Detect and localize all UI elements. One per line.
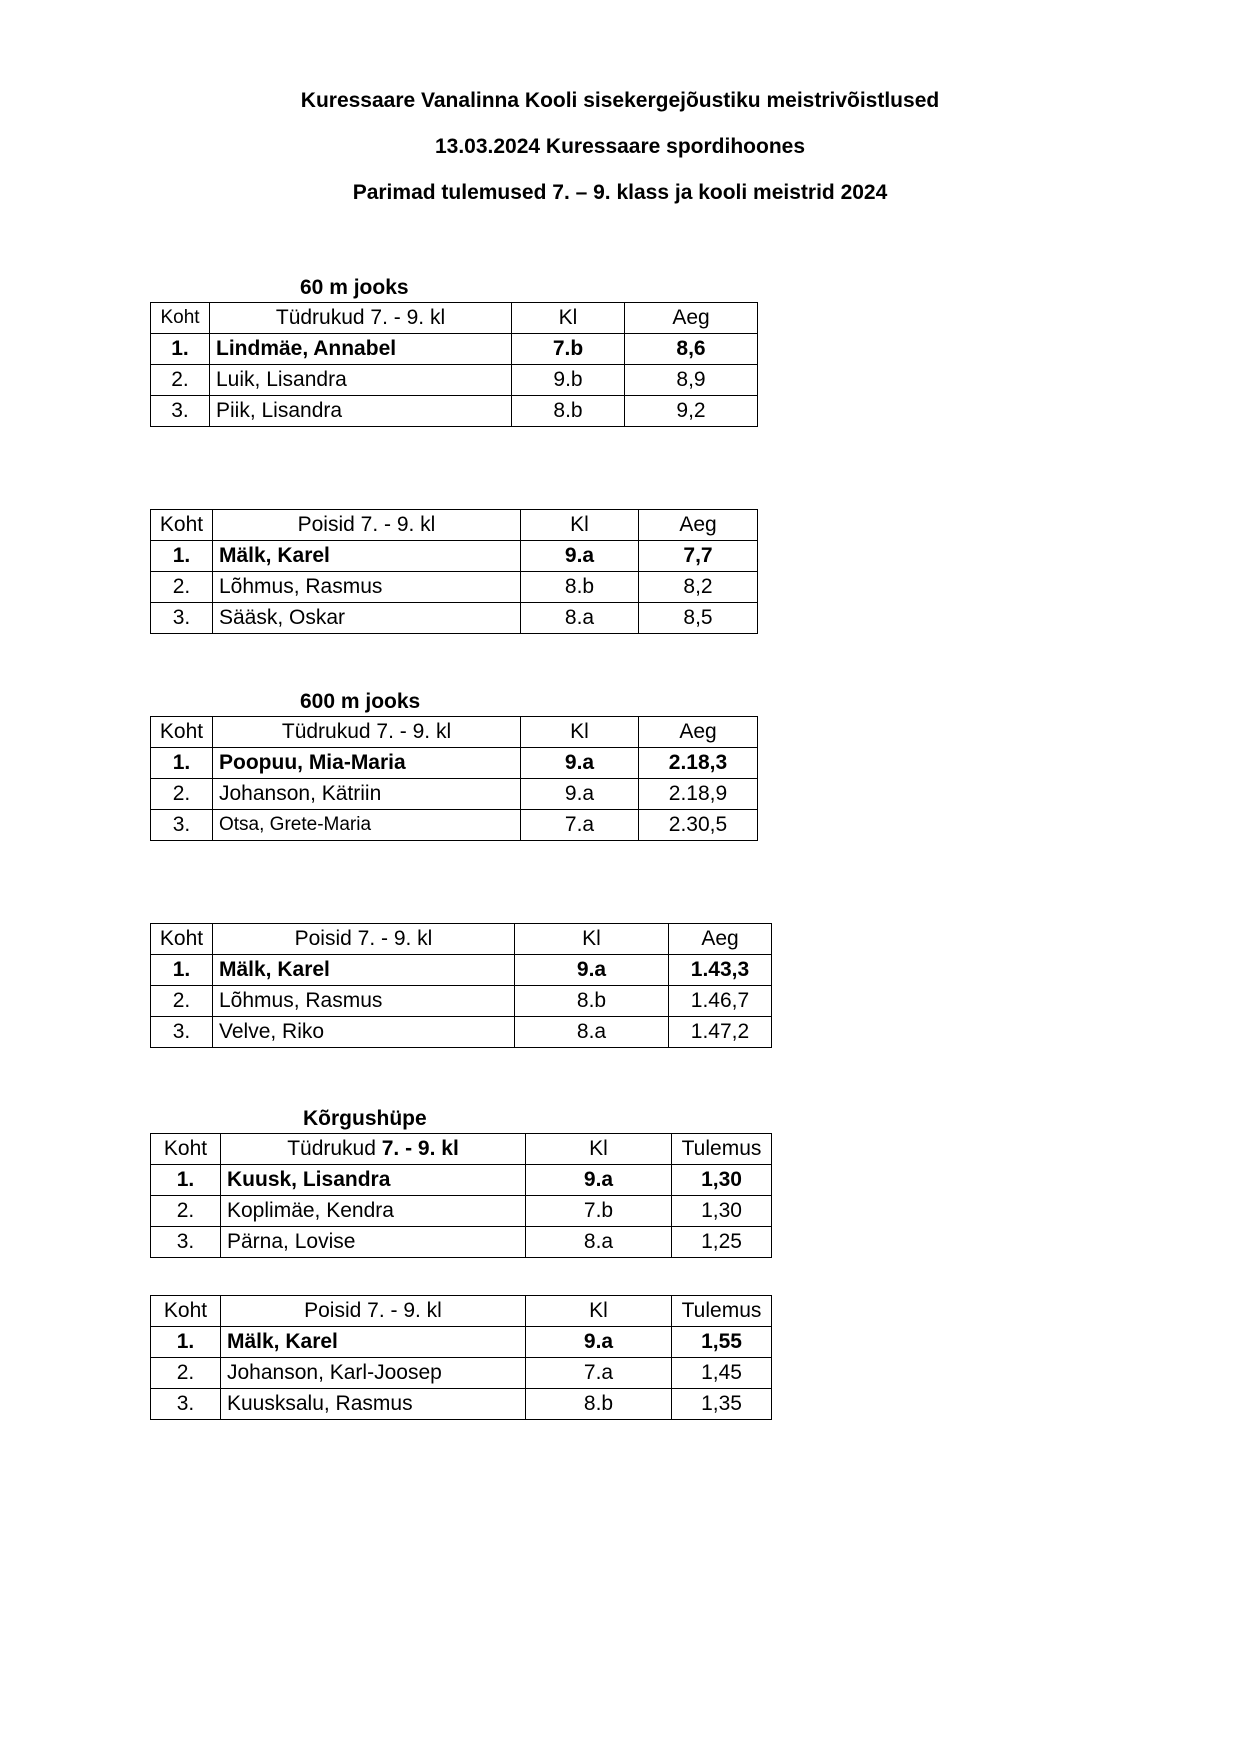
name-cell: Lindmäe, Annabel — [210, 334, 512, 365]
class-cell: 8.b — [521, 572, 639, 603]
table-row — [151, 779, 758, 810]
table-header-row — [151, 1296, 772, 1327]
results-table-highjump-girls — [150, 1133, 772, 1258]
header-class: Kl — [526, 1296, 672, 1327]
name-cell: Lõhmus, Rasmus — [213, 572, 521, 603]
class-cell: 7.a — [521, 810, 639, 841]
table-header-row — [151, 1134, 772, 1165]
place-cell: 2. — [151, 986, 213, 1017]
header-group: Poisid 7. - 9. kl — [213, 924, 515, 955]
header-group-word: Tüdrukud — [287, 1137, 376, 1160]
class-cell: 7.b — [512, 334, 625, 365]
class-cell: 9.a — [521, 541, 639, 572]
class-cell: 9.a — [526, 1327, 672, 1358]
table-row — [151, 986, 772, 1017]
table-row — [151, 1327, 772, 1358]
table-row — [151, 334, 758, 365]
header-koht: Koht — [151, 1134, 221, 1165]
document-title: Kuressaare Vanalinna Kooli sisekergejõustiku meistrivõistlused — [300, 89, 940, 112]
result-cell: 1,35 — [672, 1389, 772, 1420]
table-row — [151, 1358, 772, 1389]
table-header-row — [151, 303, 758, 334]
table-row — [151, 748, 758, 779]
header-koht: Koht — [151, 303, 210, 334]
header-koht: Koht — [151, 717, 213, 748]
place-cell: 3. — [151, 1017, 213, 1048]
result-cell: 8,2 — [639, 572, 758, 603]
name-cell: Lõhmus, Rasmus — [213, 986, 515, 1017]
table-row — [151, 365, 758, 396]
event-date-venue: 13.03.2024 Kuressaare spordihoones — [434, 135, 806, 158]
header-class: Kl — [515, 924, 669, 955]
results-table-600m-girls — [150, 716, 758, 841]
table-row — [151, 1389, 772, 1420]
header-class: Kl — [512, 303, 625, 334]
section-title-highjump: Kõrgushüpe — [303, 1107, 427, 1130]
result-cell: 2.18,9 — [639, 779, 758, 810]
name-cell: Sääsk, Oskar — [213, 603, 521, 634]
result-cell: 1.47,2 — [669, 1017, 772, 1048]
result-cell: 8,9 — [625, 365, 758, 396]
place-cell: 3. — [151, 1227, 221, 1258]
table-row — [151, 810, 758, 841]
class-cell: 8.b — [515, 986, 669, 1017]
header-koht: Koht — [151, 1296, 221, 1327]
class-cell: 8.b — [526, 1389, 672, 1420]
result-cell: 8,5 — [639, 603, 758, 634]
name-cell: Velve, Riko — [213, 1017, 515, 1048]
results-table-60m-boys — [150, 509, 758, 634]
name-cell: Otsa, Grete-Maria — [213, 810, 521, 841]
class-cell: 9.a — [521, 748, 639, 779]
results-table-600m-boys — [150, 923, 772, 1048]
place-cell: 1. — [151, 1165, 221, 1196]
place-cell: 2. — [151, 572, 213, 603]
results-table-60m-girls — [150, 302, 758, 427]
table-row — [151, 1165, 772, 1196]
result-cell: 9,2 — [625, 396, 758, 427]
place-cell: 3. — [151, 396, 210, 427]
place-cell: 1. — [151, 955, 213, 986]
place-cell: 3. — [151, 810, 213, 841]
result-cell: 1,25 — [672, 1227, 772, 1258]
class-cell: 9.a — [515, 955, 669, 986]
class-cell: 7.b — [526, 1196, 672, 1227]
name-cell: Piik, Lisandra — [210, 396, 512, 427]
header-group — [221, 1134, 526, 1165]
name-cell: Mälk, Karel — [221, 1327, 526, 1358]
result-cell: 1,30 — [672, 1165, 772, 1196]
place-cell: 2. — [151, 779, 213, 810]
section-title-60m: 60 m jooks — [300, 276, 409, 299]
place-cell: 1. — [151, 748, 213, 779]
table-row — [151, 603, 758, 634]
header-result: Tulemus — [672, 1296, 772, 1327]
table-header-row — [151, 717, 758, 748]
header-group: Poisid 7. - 9. kl — [213, 510, 521, 541]
table-header-row — [151, 924, 772, 955]
table-row — [151, 1227, 772, 1258]
class-cell: 9.b — [512, 365, 625, 396]
result-cell: 1,30 — [672, 1196, 772, 1227]
class-cell: 9.a — [521, 779, 639, 810]
place-cell: 2. — [151, 1196, 221, 1227]
name-cell: Poopuu, Mia-Maria — [213, 748, 521, 779]
result-cell: 1,45 — [672, 1358, 772, 1389]
place-cell: 3. — [151, 1389, 221, 1420]
result-cell: 8,6 — [625, 334, 758, 365]
result-cell: 1.43,3 — [669, 955, 772, 986]
header-result: Tulemus — [672, 1134, 772, 1165]
place-cell: 2. — [151, 1358, 221, 1389]
result-cell: 1,55 — [672, 1327, 772, 1358]
name-cell: Johanson, Kätriin — [213, 779, 521, 810]
document-subtitle: Parimad tulemused 7. – 9. klass ja kooli meistrid 2024 — [352, 181, 888, 204]
header-time: Aeg — [625, 303, 758, 334]
section-title-600m: 600 m jooks — [300, 690, 421, 713]
table-row — [151, 572, 758, 603]
result-cell: 7,7 — [639, 541, 758, 572]
header-group: Tüdrukud 7. - 9. kl — [210, 303, 512, 334]
header-time: Aeg — [669, 924, 772, 955]
table-row — [151, 541, 758, 572]
table-row — [151, 1017, 772, 1048]
place-cell: 2. — [151, 365, 210, 396]
place-cell: 1. — [151, 541, 213, 572]
header-class: Kl — [521, 717, 639, 748]
table-row — [151, 1196, 772, 1227]
result-cell: 2.18,3 — [639, 748, 758, 779]
name-cell: Pärna, Lovise — [221, 1227, 526, 1258]
name-cell: Johanson, Karl-Joosep — [221, 1358, 526, 1389]
result-cell: 1.46,7 — [669, 986, 772, 1017]
name-cell: Mälk, Karel — [213, 541, 521, 572]
class-cell: 8.a — [515, 1017, 669, 1048]
header-group-grades: 7. - 9. kl — [381, 1137, 459, 1160]
class-cell: 8.b — [512, 396, 625, 427]
name-cell: Mälk, Karel — [213, 955, 515, 986]
class-cell: 7.a — [526, 1358, 672, 1389]
header-group: Tüdrukud 7. - 9. kl — [213, 717, 521, 748]
header-koht: Koht — [151, 510, 213, 541]
place-cell: 1. — [151, 1327, 221, 1358]
name-cell: Kuusksalu, Rasmus — [221, 1389, 526, 1420]
class-cell: 8.a — [521, 603, 639, 634]
table-header-row — [151, 510, 758, 541]
header-class: Kl — [526, 1134, 672, 1165]
results-table-highjump-boys — [150, 1295, 772, 1420]
name-cell: Luik, Lisandra — [210, 365, 512, 396]
place-cell: 3. — [151, 603, 213, 634]
header-class: Kl — [521, 510, 639, 541]
table-row — [151, 955, 772, 986]
class-cell: 8.a — [526, 1227, 672, 1258]
header-time: Aeg — [639, 717, 758, 748]
name-cell: Kuusk, Lisandra — [221, 1165, 526, 1196]
header-group: Poisid 7. - 9. kl — [221, 1296, 526, 1327]
result-cell: 2.30,5 — [639, 810, 758, 841]
name-cell: Koplimäe, Kendra — [221, 1196, 526, 1227]
place-cell: 1. — [151, 334, 210, 365]
table-row — [151, 396, 758, 427]
header-time: Aeg — [639, 510, 758, 541]
header-koht: Koht — [151, 924, 213, 955]
class-cell: 9.a — [526, 1165, 672, 1196]
